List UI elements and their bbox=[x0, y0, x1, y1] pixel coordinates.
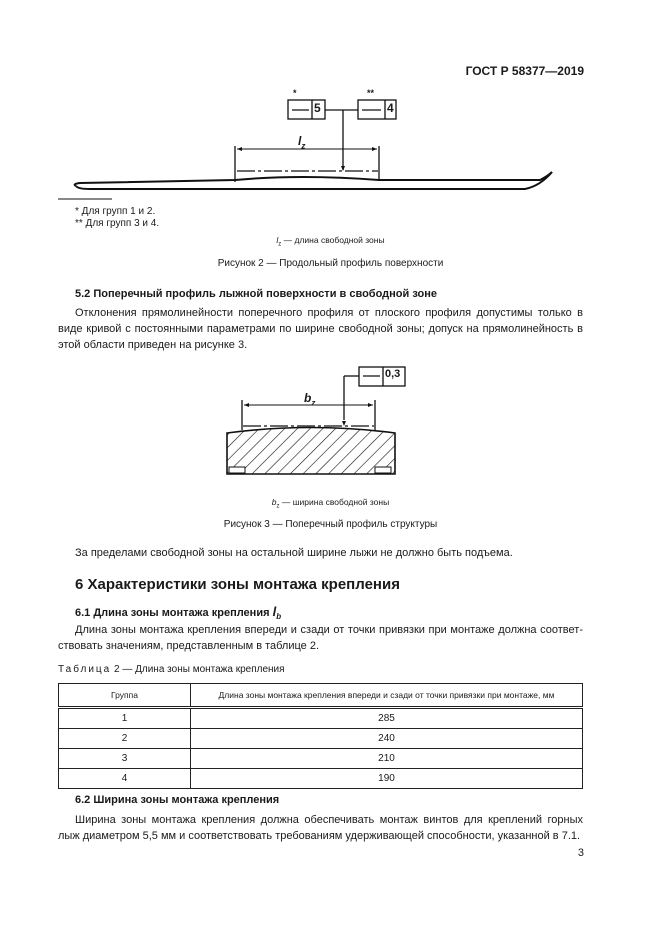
figure-3-caption: Рисунок 3 — Поперечный профиль структуры bbox=[223, 519, 438, 530]
figure-2-legend: $l_z$ — длина свободной зоны bbox=[276, 235, 385, 248]
tolerance-value-0-3: 0,3 bbox=[385, 368, 401, 380]
footnote-1: * Для групп 1 и 2. bbox=[75, 206, 156, 217]
section-6-1-text: Длина зоны монтажа крепления впереди и сзади от точки привязки при монтаже должна соответствовать значениям, представленным в таблице 2. bbox=[58, 624, 583, 652]
cell-length: 285 bbox=[191, 708, 583, 729]
cell-group: 1 bbox=[59, 708, 191, 729]
cell-group: 3 bbox=[59, 749, 191, 769]
section-6-1-heading: 6.1 Длина зоны монтажа крепления $l_b$ bbox=[75, 604, 282, 622]
table-row bbox=[59, 729, 583, 749]
table-row bbox=[59, 769, 583, 789]
dimension-label-lz: $l_z$ bbox=[298, 134, 306, 151]
tolerance-marker-single: * bbox=[293, 88, 297, 98]
figure-2-caption: Рисунок 2 — Продольный профиль поверхности bbox=[217, 258, 444, 269]
section-5-2-text: Отклонения прямолинейности поперечного профиля от плоского профиля допустимы только в виде кривой с постоянными параметрами по ширине свободной зоны; допуск на прямолинейность в этой области приведен на рисунке 3. bbox=[58, 307, 583, 351]
document-id: ГОСТ Р 58377—2019 bbox=[465, 64, 584, 78]
cell-length: 210 bbox=[191, 749, 583, 769]
table-row bbox=[59, 708, 583, 729]
cell-group: 2 bbox=[59, 729, 191, 749]
section-6-2-heading: 6.2 Ширина зоны монтажа крепления bbox=[75, 794, 280, 806]
tolerance-marker-double: ** bbox=[367, 88, 375, 98]
table-header-row bbox=[59, 684, 583, 708]
page-number: 3 bbox=[577, 847, 584, 859]
cell-length: 190 bbox=[191, 769, 583, 789]
dimension-label-bz: $b_z$ bbox=[304, 391, 316, 408]
table-row bbox=[59, 749, 583, 769]
cell-group: 4 bbox=[59, 769, 191, 789]
section-5-2-heading: 5.2 Поперечный профиль лыжной поверхности в свободной зоне bbox=[75, 288, 437, 300]
tolerance-value-5: 5 bbox=[314, 101, 321, 115]
table-2-caption: Таблица 2 — Длина зоны монтажа крепления bbox=[58, 664, 285, 675]
footnote-2: ** Для групп 3 и 4. bbox=[75, 218, 160, 229]
table-2 bbox=[58, 683, 583, 789]
header-group: Группа bbox=[59, 684, 191, 708]
section-6-2-text: Ширина зоны монтажа крепления должна обеспечивать монтаж винтов для креплений горных лыж диаметром 5,5 мм и соответствовать требованиям удерживающей способности, указанной в 7.1. bbox=[58, 814, 583, 842]
tolerance-value-4: 4 bbox=[387, 101, 394, 115]
cell-length: 240 bbox=[191, 729, 583, 749]
figure-3-legend: $b_z$ — ширина свободной зоны bbox=[271, 497, 390, 510]
section-6-heading: 6 Характеристики зоны монтажа крепления bbox=[75, 576, 400, 593]
header-length: Длина зоны монтажа крепления впереди и сзади от точки привязки при монтаже, мм bbox=[191, 684, 583, 708]
after-figure-3-text: За пределами свободной зоны на остальной ширине лыжи не должно быть подъема. bbox=[75, 547, 513, 559]
